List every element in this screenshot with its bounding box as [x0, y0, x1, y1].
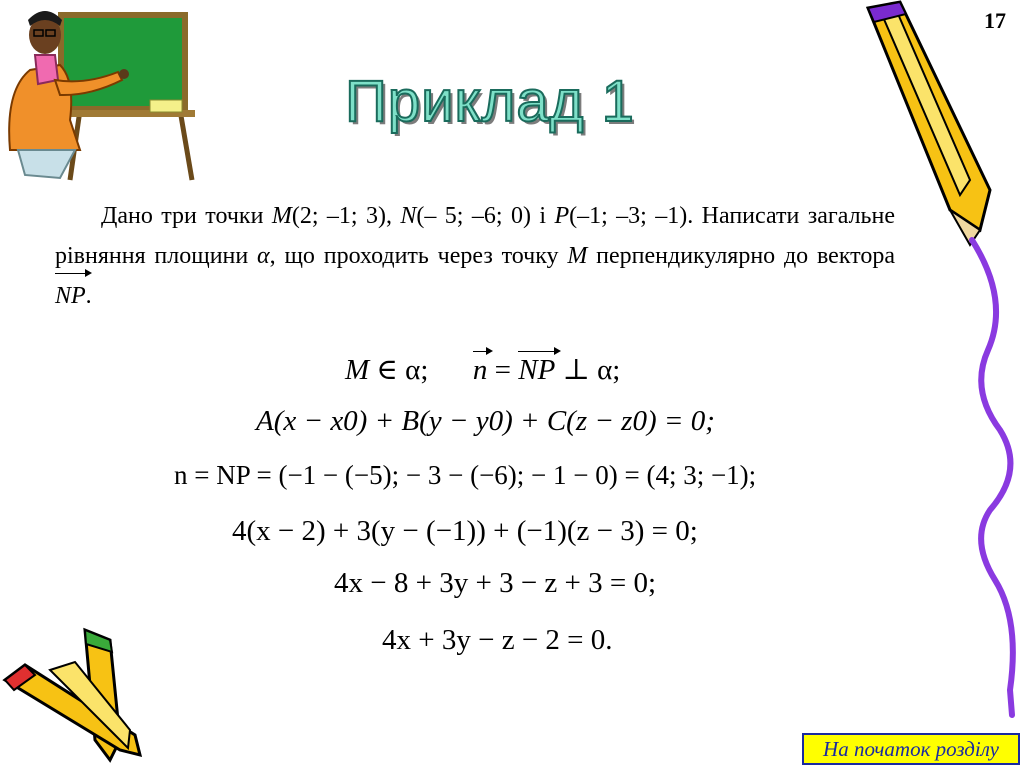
plane-alpha: α — [257, 243, 270, 269]
eq1-m: M — [345, 354, 370, 386]
eq1-equals: = — [494, 354, 511, 386]
equation-4: 4(x − 2) + 3(y − (−1)) + (−1)(z − 3) = 0; — [232, 515, 698, 547]
problem-end: . — [85, 283, 92, 309]
equation-2: A(x − x0) + B(y − y0) + C(z − z0) = 0; — [256, 405, 715, 437]
back-to-section-button[interactable]: На початок розділу — [802, 733, 1020, 765]
slide-title: Приклад 1 — [345, 69, 635, 134]
equation-6: 4x + 3y − z − 2 = 0. — [382, 624, 613, 656]
problem-text-2: , що проходить через точку — [269, 243, 568, 269]
point-p-coords: (–1; –3; –1). Написати загальне рівняння площини — [55, 203, 895, 269]
equation-1 — [345, 352, 620, 387]
equation-3: n = NP = (−1 − (−5); − 3 − (−6); − 1 − 0) = (4; 3; −1); — [174, 460, 757, 490]
point-m-2: M — [567, 243, 588, 269]
point-p: P — [554, 203, 570, 229]
problem-statement — [55, 196, 895, 316]
eq1-perp-alpha: ⊥ α; — [562, 354, 621, 386]
eq1-vec-np: NP — [518, 354, 556, 386]
point-n: N — [400, 203, 417, 229]
eq1-in-alpha: ∈ α; — [376, 354, 429, 386]
point-n-coords: (– 5; –6; 0) і — [416, 203, 555, 229]
equation-5: 4x − 8 + 3y + 3 − z + 3 = 0; — [334, 567, 657, 599]
pencil-clipart-icon — [860, 0, 1024, 720]
eq1-vec-n: n — [472, 354, 488, 386]
pencils-clipart-icon — [0, 620, 170, 768]
slide-number: 17 — [984, 8, 1006, 33]
point-m-coords: (2; –1; 3), — [291, 203, 401, 229]
point-m: M — [271, 203, 292, 229]
vector-np: NP — [55, 276, 86, 316]
problem-text-3: перпендикулярно до вектора — [587, 243, 895, 269]
problem-text: Дано три точки — [101, 203, 272, 229]
teacher-clipart-icon — [0, 0, 205, 185]
